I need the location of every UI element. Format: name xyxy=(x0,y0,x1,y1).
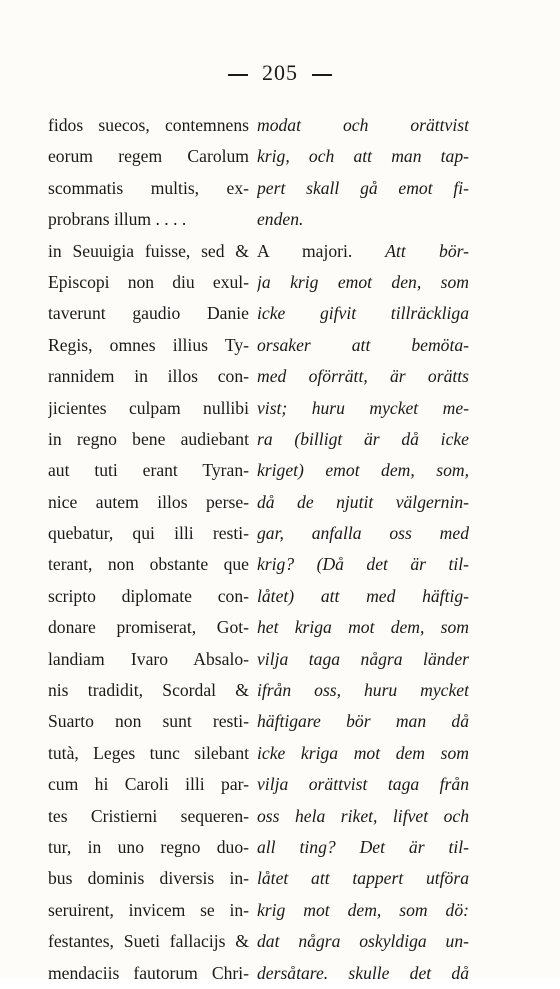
swedish-line: ra (billigt är då icke xyxy=(257,428,469,449)
swedish-line: vilja orättvist taga från xyxy=(257,774,469,795)
swedish-line: krig, och att man tap- xyxy=(257,146,469,167)
italic-remainder: Att bör- xyxy=(352,240,469,261)
latin-line: seruirent, invicem se in- xyxy=(48,899,249,920)
swedish-line: modat och orättvist xyxy=(257,115,469,135)
swedish-line: dersåtare. skulle det då xyxy=(257,962,469,983)
latin-line: fidos suecos, contemnens xyxy=(48,115,249,135)
header-dash-left xyxy=(228,74,248,76)
swedish-line: dat några oskyldiga un- xyxy=(257,931,469,952)
latin-line: probrans illum . . . . xyxy=(48,209,187,230)
swedish-line: enden. xyxy=(257,209,304,230)
latin-line: cum hi Caroli illi par- xyxy=(48,774,249,795)
swedish-line: vist; huru mycket me- xyxy=(257,397,469,418)
swedish-line: ifrån oss, huru mycket xyxy=(257,680,469,701)
swedish-line: all ting? Det är til- xyxy=(257,836,469,857)
latin-line: quebatur, qui illi resti- xyxy=(48,523,249,544)
swedish-line: het kriga mot dem, som xyxy=(257,617,469,638)
latin-line: mendaciis fautorum Chri- xyxy=(48,962,249,983)
page-header xyxy=(0,60,560,86)
roman-prefix: A majori. xyxy=(257,240,353,261)
swedish-line: häftigare bör man då xyxy=(257,711,469,732)
swedish-line: med oförrätt, är orätts xyxy=(257,366,469,387)
latin-line: aut tuti erant Tyran- xyxy=(48,460,249,481)
swedish-line: ja krig emot den, som xyxy=(257,271,469,292)
latin-line: jicientes culpam nullibi xyxy=(48,397,249,418)
latin-line: rannidem in illos con- xyxy=(48,366,249,387)
latin-line: terant, non obstante que xyxy=(48,554,249,575)
latin-line: Suarto non sunt resti- xyxy=(48,711,249,732)
latin-line: tutà, Leges tunc silebant xyxy=(48,742,249,763)
swedish-line: låtet) att med häftig- xyxy=(257,585,469,606)
latin-line: landiam Ivaro Absalo- xyxy=(48,648,249,669)
latin-line: bus dominis diversis in- xyxy=(48,868,249,889)
latin-line: festantes, Sueti fallacijs & xyxy=(48,931,249,952)
swedish-column xyxy=(257,110,469,989)
latin-line: Regis, omnes illius Ty- xyxy=(48,334,249,355)
page-number: 205 xyxy=(262,60,298,85)
header-dash-right xyxy=(312,74,332,76)
latin-line: in regno bene audiebant xyxy=(48,428,249,449)
latin-line: nis tradidit, Scordal & xyxy=(48,680,249,701)
latin-column xyxy=(48,110,249,989)
swedish-line xyxy=(257,236,469,267)
swedish-line: icke gifvit tillräckliga xyxy=(257,303,469,324)
swedish-line: krig? (Då det är til- xyxy=(257,554,469,575)
latin-line: donare promiserat, Got- xyxy=(48,617,249,638)
latin-line: tur, in uno regno duo- xyxy=(48,836,249,857)
latin-line: tes Cristierni sequeren- xyxy=(48,805,249,826)
swedish-line: orsaker att bemöta- xyxy=(257,334,469,355)
latin-line: scommatis multis, ex- xyxy=(48,177,249,198)
latin-line: taverunt gaudio Danie xyxy=(48,303,249,324)
swedish-line: då de njutit välgernin- xyxy=(257,491,469,512)
swedish-line: gar, anfalla oss med xyxy=(257,523,469,544)
latin-line: scripto diplomate con- xyxy=(48,585,249,606)
swedish-line: krig mot dem, som dö: xyxy=(257,899,469,920)
swedish-line: oss hela riket, lifvet och xyxy=(257,805,469,826)
latin-line: Episcopi non diu exul- xyxy=(48,271,249,292)
latin-line: in Seuuigia fuisse, sed & xyxy=(48,240,249,261)
swedish-line: låtet att tappert utföra xyxy=(257,868,469,889)
swedish-line: pert skall gå emot fi- xyxy=(257,177,469,198)
swedish-line: kriget) emot dem, som, xyxy=(257,460,469,481)
latin-line: nice autem illos perse- xyxy=(48,491,249,512)
swedish-line: vilja taga några länder xyxy=(257,648,469,669)
latin-line: eorum regem Carolum xyxy=(48,146,249,167)
swedish-line: icke kriga mot dem som xyxy=(257,742,469,763)
